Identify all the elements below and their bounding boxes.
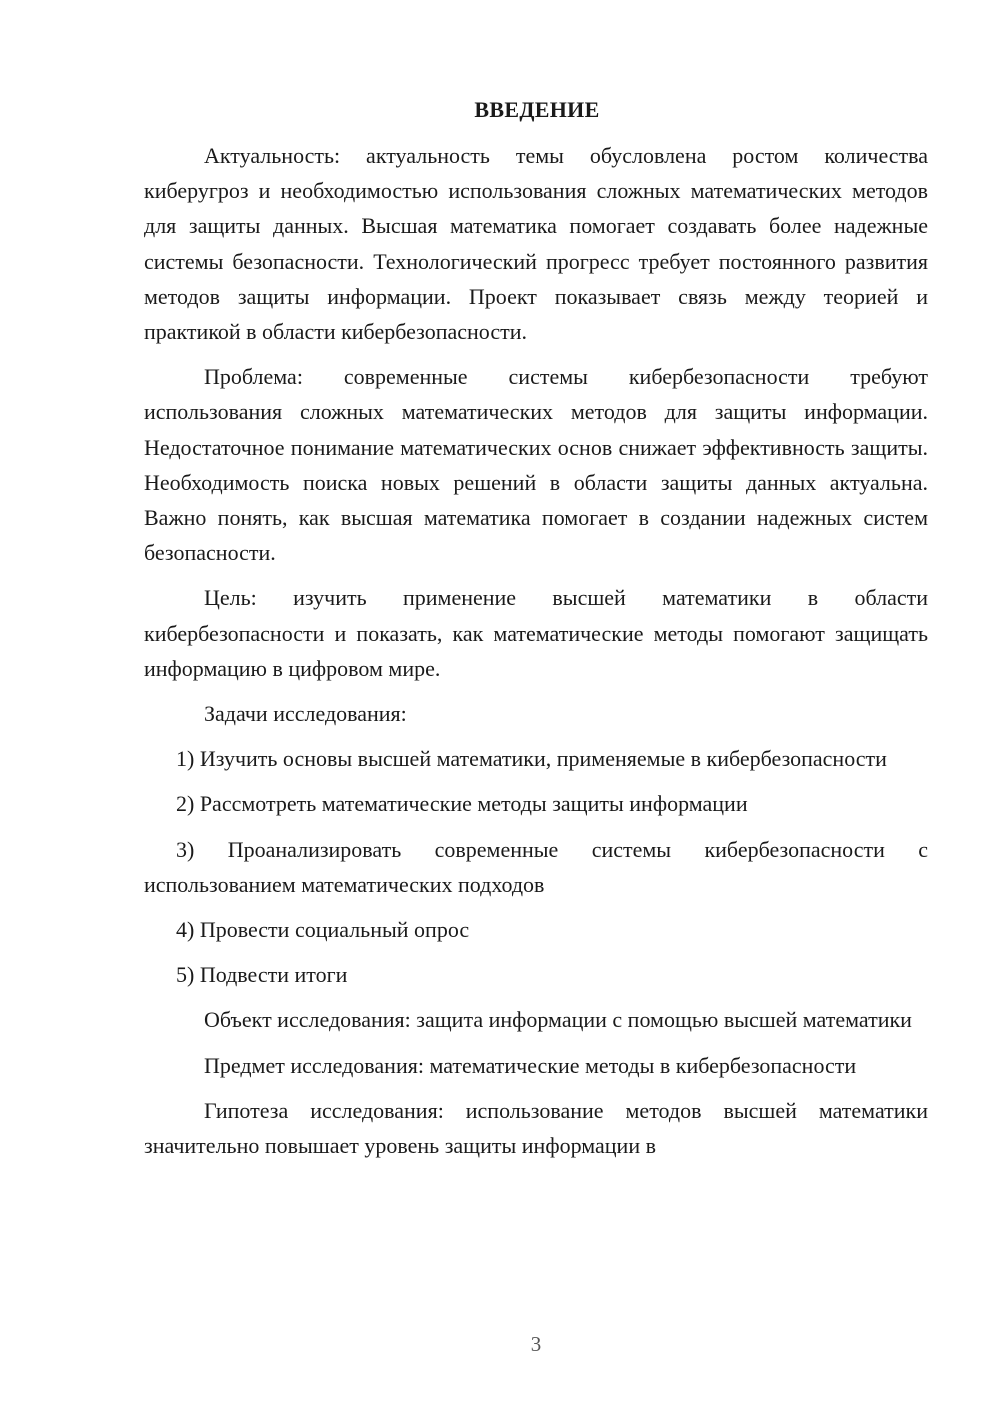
problem-paragraph: Проблема: современные системы кибербезопасности требуют использования сложных математических методов для защиты информации. Недостаточное понимание математических основ снижает эффективность защиты. Необходимость поиска новых решений в области защиты данных актуальна. Важно понять, как высшая математика помогает в создании надежных систем безопасности. (144, 364, 928, 566)
tasks-heading: Задачи исследования: (204, 701, 407, 727)
hypothesis-paragraph: Гипотеза исследования: использование методов высшей математики значительно повышает уровень защиты информации в (144, 1097, 928, 1159)
task-item-4: 4) Провести социальный опрос (176, 917, 470, 943)
subject-paragraph: Предмет исследования: математические методы в кибербезопасности (204, 1052, 857, 1078)
page-number: 3 (530, 1332, 542, 1356)
goal-paragraph: Цель: изучить применение высшей математики в области кибербезопасности и показать, как математические методы помогают защищать информацию в цифровом мире. (144, 585, 928, 681)
object-paragraph: Объект исследования: защита информации с помощью высшей математики (204, 1007, 912, 1033)
task-item-3: 3) Проанализировать современные системы кибербезопасности с использованием математических подходов (144, 836, 928, 897)
task-item-1: 1) Изучить основы высшей математики, применяемые в кибербезопасности (176, 746, 887, 772)
document-page (144, 92, 928, 1173)
section-title: ВВЕДЕНИЕ (474, 97, 600, 122)
task-item-2: 2) Рассмотреть математические методы защиты информации (176, 791, 748, 817)
relevance-paragraph: Актуальность: актуальность темы обусловлена ростом количества киберугроз и необходимостью использования сложных математических методов для защиты данных. Высшая математика помогает создавать более надежные системы безопасности. Технологический прогресс требует постоянного развития методов защиты информации. Проект показывает связь между теорией и практикой в области кибербезопасности. (144, 143, 928, 345)
task-item-5: 5) Подвести итоги (176, 962, 348, 988)
